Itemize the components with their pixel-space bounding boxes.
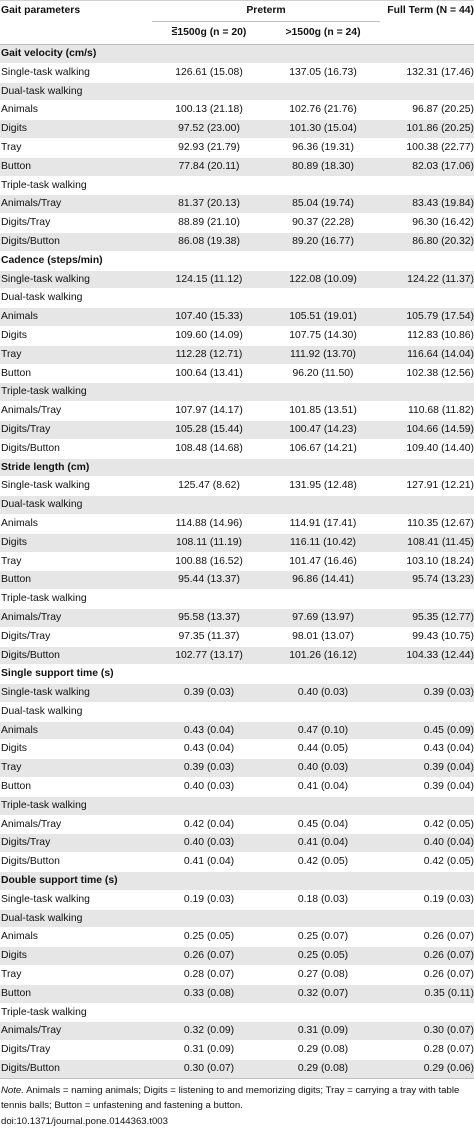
row-label: Tray bbox=[1, 762, 22, 774]
row-label: Triple-task walking bbox=[1, 386, 87, 398]
header-preterm-le-1500 bbox=[152, 22, 266, 45]
row-label: Button bbox=[1, 987, 32, 999]
empty-cell bbox=[380, 590, 474, 609]
table-row bbox=[0, 232, 474, 251]
subsection-row bbox=[0, 383, 474, 402]
table-row bbox=[0, 928, 474, 947]
empty-cell bbox=[152, 251, 266, 270]
value-preterm-gt-1500: 101.47 (16.46) bbox=[289, 555, 357, 567]
table-row bbox=[0, 138, 474, 157]
row-label: Animals bbox=[1, 931, 38, 943]
empty-cell bbox=[152, 796, 266, 815]
value-preterm-le-1500: 0.39 (0.03) bbox=[183, 687, 235, 699]
row-label: Animals/Tray bbox=[1, 405, 62, 417]
row-label: Digits/Button bbox=[1, 235, 60, 247]
value-preterm-gt-1500: 0.47 (0.10) bbox=[297, 724, 349, 736]
value-preterm-gt-1500: 0.40 (0.03) bbox=[297, 762, 349, 774]
table-row bbox=[0, 326, 474, 345]
row-label: Single-task walking bbox=[1, 66, 90, 78]
row-label: Button bbox=[1, 781, 32, 793]
table-row bbox=[0, 627, 474, 646]
empty-cell bbox=[152, 590, 266, 609]
value-full-term: 95.74 (13.23) bbox=[412, 574, 474, 586]
value-preterm-le-1500: 92.93 (21.79) bbox=[178, 141, 240, 153]
table-row bbox=[0, 890, 474, 909]
value-preterm-le-1500: 0.30 (0.07) bbox=[183, 1063, 235, 1075]
value-full-term: 108.41 (11.45) bbox=[407, 536, 474, 548]
value-full-term: 99.43 (10.75) bbox=[412, 630, 474, 642]
value-preterm-le-1500: 100.88 (16.52) bbox=[175, 555, 243, 567]
empty-cell bbox=[152, 1003, 266, 1022]
table-row bbox=[0, 1041, 474, 1060]
value-preterm-gt-1500: 80.89 (18.30) bbox=[292, 160, 354, 172]
row-label: Tray bbox=[1, 348, 22, 360]
note-label: Note. bbox=[1, 1084, 24, 1096]
value-preterm-gt-1500: 96.86 (14.41) bbox=[292, 574, 354, 586]
empty-cell bbox=[152, 909, 266, 928]
row-label: Dual-task walking bbox=[1, 912, 83, 924]
value-full-term: 110.68 (11.82) bbox=[407, 405, 474, 417]
value-full-term: 0.35 (0.11) bbox=[424, 987, 474, 999]
header-empty-2 bbox=[380, 22, 474, 45]
empty-cell bbox=[380, 1003, 474, 1022]
table-row bbox=[0, 984, 474, 1003]
header-full-term: Full Term (N = 44) bbox=[387, 5, 474, 17]
row-label: Animals bbox=[1, 104, 38, 116]
empty-cell bbox=[266, 458, 380, 477]
value-full-term: 0.39 (0.04) bbox=[423, 762, 474, 774]
empty-cell bbox=[380, 909, 474, 928]
empty-cell bbox=[380, 45, 474, 64]
value-preterm-gt-1500: 0.32 (0.07) bbox=[297, 987, 349, 999]
value-full-term: 102.38 (12.56) bbox=[406, 367, 474, 379]
row-label: Digits/Button bbox=[1, 649, 60, 661]
empty-cell bbox=[266, 872, 380, 891]
empty-cell bbox=[266, 702, 380, 721]
empty-cell bbox=[266, 383, 380, 402]
empty-cell bbox=[380, 251, 474, 270]
value-preterm-gt-1500: 85.04 (19.74) bbox=[292, 198, 354, 210]
value-preterm-gt-1500: 0.42 (0.05) bbox=[297, 856, 349, 868]
value-full-term: 124.22 (11.37) bbox=[407, 273, 474, 285]
value-preterm-gt-1500: 0.45 (0.04) bbox=[297, 818, 349, 830]
value-preterm-gt-1500: 114.91 (17.41) bbox=[289, 517, 357, 529]
subsection-row bbox=[0, 702, 474, 721]
table-row bbox=[0, 157, 474, 176]
table-row bbox=[0, 120, 474, 139]
row-label: Single-task walking bbox=[1, 480, 90, 492]
value-full-term: 127.91 (12.21) bbox=[406, 480, 474, 492]
table-row bbox=[0, 684, 474, 703]
row-label: Animals/Tray bbox=[1, 198, 62, 210]
subsection-row bbox=[0, 289, 474, 308]
table-row bbox=[0, 740, 474, 759]
section-row bbox=[0, 872, 474, 891]
row-label: Digits/Tray bbox=[1, 1044, 51, 1056]
value-full-term: 95.35 (12.77) bbox=[412, 611, 474, 623]
row-label: Digits bbox=[1, 329, 27, 341]
header-gait-parameters: Gait parameters bbox=[1, 5, 81, 17]
value-full-term: 0.30 (0.07) bbox=[423, 1025, 474, 1037]
row-label: Digits bbox=[1, 950, 27, 962]
value-preterm-le-1500: 108.48 (14.68) bbox=[175, 442, 243, 454]
table-row bbox=[0, 853, 474, 872]
row-label: Stride length (cm) bbox=[1, 461, 90, 473]
table-row bbox=[0, 214, 474, 233]
table-row bbox=[0, 514, 474, 533]
table-row bbox=[0, 966, 474, 985]
value-preterm-gt-1500: 0.29 (0.08) bbox=[297, 1063, 349, 1075]
value-preterm-le-1500: 95.44 (13.37) bbox=[178, 574, 240, 586]
table-row bbox=[0, 721, 474, 740]
section-row bbox=[0, 665, 474, 684]
value-preterm-le-1500: 0.39 (0.03) bbox=[183, 762, 235, 774]
row-label: Triple-task walking bbox=[1, 593, 87, 605]
value-full-term: 0.26 (0.07) bbox=[423, 931, 474, 943]
value-full-term: 109.40 (14.40) bbox=[406, 442, 474, 454]
empty-cell bbox=[152, 176, 266, 195]
value-full-term: 0.26 (0.07) bbox=[423, 950, 474, 962]
value-full-term: 0.29 (0.06) bbox=[423, 1063, 474, 1075]
subsection-row bbox=[0, 909, 474, 928]
value-full-term: 0.43 (0.04) bbox=[423, 743, 474, 755]
value-preterm-le-1500: 109.60 (14.09) bbox=[175, 329, 243, 341]
table-row bbox=[0, 646, 474, 665]
row-label: Single support time (s) bbox=[1, 668, 114, 680]
table-header bbox=[0, 1, 474, 45]
row-label: Gait velocity (cm/s) bbox=[1, 48, 97, 59]
row-label: Dual-task walking bbox=[1, 292, 83, 304]
value-preterm-le-1500: 0.32 (0.09) bbox=[183, 1025, 235, 1037]
value-full-term: 96.30 (16.42) bbox=[412, 217, 474, 229]
row-label: Digits/Tray bbox=[1, 837, 51, 849]
value-preterm-le-1500: 0.25 (0.05) bbox=[183, 931, 235, 943]
section-row bbox=[0, 458, 474, 477]
header-empty bbox=[0, 22, 152, 45]
row-label: Cadence (steps/min) bbox=[1, 254, 103, 266]
value-full-term: 0.39 (0.03) bbox=[423, 687, 474, 699]
row-label: Digits/Button bbox=[1, 856, 60, 868]
empty-cell bbox=[266, 289, 380, 308]
value-full-term: 82.03 (17.06) bbox=[412, 160, 474, 172]
value-preterm-le-1500: 97.52 (23.00) bbox=[178, 123, 240, 135]
empty-cell bbox=[266, 251, 380, 270]
value-preterm-le-1500: 86.08 (19.38) bbox=[178, 235, 240, 247]
row-label: Digits/Tray bbox=[1, 423, 51, 435]
value-full-term: 83.43 (19.84) bbox=[412, 198, 474, 210]
value-preterm-le-1500: 97.35 (11.37) bbox=[178, 630, 240, 642]
value-full-term: 116.64 (14.04) bbox=[407, 348, 474, 360]
value-preterm-le-1500: 0.19 (0.03) bbox=[183, 893, 235, 905]
table-row bbox=[0, 420, 474, 439]
value-preterm-gt-1500: 0.25 (0.07) bbox=[297, 931, 349, 943]
row-label: Dual-task walking bbox=[1, 705, 83, 717]
row-label: Digits/Tray bbox=[1, 630, 51, 642]
value-preterm-le-1500: 108.11 (11.19) bbox=[175, 536, 243, 548]
value-preterm-gt-1500: 96.36 (19.31) bbox=[292, 141, 354, 153]
value-preterm-gt-1500: 0.18 (0.03) bbox=[297, 893, 349, 905]
row-label: Dual-task walking bbox=[1, 499, 83, 511]
row-label: Digits/Tray bbox=[1, 217, 51, 229]
value-full-term: 96.87 (20.25) bbox=[412, 104, 474, 116]
value-preterm-gt-1500: 0.31 (0.09) bbox=[297, 1025, 349, 1037]
value-full-term: 101.86 (20.25) bbox=[406, 123, 474, 135]
value-preterm-le-1500: 0.43 (0.04) bbox=[183, 724, 235, 736]
value-preterm-le-1500: 107.40 (15.33) bbox=[175, 311, 243, 323]
empty-cell bbox=[152, 45, 266, 64]
value-preterm-le-1500: 114.88 (14.96) bbox=[175, 517, 243, 529]
table-row bbox=[0, 1022, 474, 1041]
doi-line: doi:10.1371/journal.pone.0144363.t003 bbox=[1, 1115, 168, 1127]
value-preterm-le-1500: 105.28 (15.44) bbox=[175, 423, 243, 435]
table-row bbox=[0, 270, 474, 289]
empty-cell bbox=[266, 909, 380, 928]
row-label: Animals bbox=[1, 517, 38, 529]
value-preterm-le-1500: 126.61 (15.08) bbox=[175, 66, 243, 78]
empty-cell bbox=[380, 665, 474, 684]
value-preterm-gt-1500: 97.69 (13.97) bbox=[292, 611, 354, 623]
value-full-term: 0.42 (0.05) bbox=[423, 818, 474, 830]
row-label: Double support time (s) bbox=[1, 875, 118, 887]
empty-cell bbox=[152, 82, 266, 101]
le-symbol: ≤ bbox=[171, 27, 178, 38]
value-preterm-le-1500: 0.40 (0.03) bbox=[183, 781, 235, 793]
header-preterm-gt-1500: >1500g (n = 24) bbox=[285, 27, 361, 38]
empty-cell bbox=[152, 383, 266, 402]
value-full-term: 110.35 (12.67) bbox=[407, 517, 474, 529]
value-preterm-le-1500: 0.26 (0.07) bbox=[183, 950, 235, 962]
value-preterm-gt-1500: 122.08 (10.09) bbox=[289, 273, 357, 285]
table-body bbox=[0, 45, 474, 1079]
value-preterm-gt-1500: 0.41 (0.04) bbox=[297, 781, 349, 793]
table-row bbox=[0, 1060, 474, 1079]
value-full-term: 0.45 (0.09) bbox=[423, 724, 474, 736]
value-preterm-gt-1500: 0.29 (0.08) bbox=[297, 1044, 349, 1056]
empty-cell bbox=[152, 458, 266, 477]
table-row bbox=[0, 439, 474, 458]
value-full-term: 103.10 (18.24) bbox=[406, 555, 474, 567]
table-row bbox=[0, 402, 474, 421]
value-preterm-le-1500: 0.33 (0.08) bbox=[183, 987, 235, 999]
empty-cell bbox=[152, 289, 266, 308]
row-label: Digits bbox=[1, 123, 27, 135]
table-row bbox=[0, 759, 474, 778]
empty-cell bbox=[380, 82, 474, 101]
empty-cell bbox=[266, 496, 380, 515]
value-preterm-le-1500: 0.43 (0.04) bbox=[183, 743, 235, 755]
value-full-term: 86.80 (20.32) bbox=[412, 235, 474, 247]
value-preterm-gt-1500: 137.05 (16.73) bbox=[289, 66, 357, 78]
empty-cell bbox=[266, 82, 380, 101]
value-preterm-gt-1500: 105.51 (19.01) bbox=[289, 311, 357, 323]
empty-cell bbox=[266, 796, 380, 815]
table-row bbox=[0, 947, 474, 966]
value-preterm-le-1500: 77.84 (20.11) bbox=[178, 160, 240, 172]
row-label: Triple-task walking bbox=[1, 799, 87, 811]
value-preterm-le-1500: 107.97 (14.17) bbox=[175, 405, 243, 417]
subsection-row bbox=[0, 590, 474, 609]
header-preterm-group: Preterm bbox=[152, 1, 380, 22]
value-preterm-le-1500: 0.41 (0.04) bbox=[183, 856, 235, 868]
value-full-term: 132.31 (17.46) bbox=[406, 66, 474, 78]
empty-cell bbox=[152, 665, 266, 684]
value-preterm-le-1500: 100.64 (13.41) bbox=[175, 367, 243, 379]
subsection-row bbox=[0, 796, 474, 815]
value-preterm-gt-1500: 98.01 (13.07) bbox=[292, 630, 354, 642]
value-preterm-gt-1500: 0.44 (0.05) bbox=[297, 743, 349, 755]
table-row bbox=[0, 608, 474, 627]
value-preterm-gt-1500: 107.75 (14.30) bbox=[289, 329, 357, 341]
subsection-row bbox=[0, 1003, 474, 1022]
empty-cell bbox=[266, 665, 380, 684]
empty-cell bbox=[380, 176, 474, 195]
table-row bbox=[0, 101, 474, 120]
table-row bbox=[0, 815, 474, 834]
subsection-row bbox=[0, 496, 474, 515]
empty-cell bbox=[380, 702, 474, 721]
empty-cell bbox=[380, 383, 474, 402]
value-full-term: 100.38 (22.77) bbox=[406, 141, 474, 153]
value-preterm-gt-1500: 96.20 (11.50) bbox=[292, 367, 354, 379]
table-row bbox=[0, 834, 474, 853]
empty-cell bbox=[380, 289, 474, 308]
row-label: Button bbox=[1, 367, 32, 379]
value-preterm-le-1500: 0.31 (0.09) bbox=[183, 1044, 235, 1056]
empty-cell bbox=[380, 458, 474, 477]
empty-cell bbox=[266, 1003, 380, 1022]
table-row bbox=[0, 778, 474, 797]
value-preterm-le-1500: 124.15 (11.12) bbox=[175, 273, 243, 285]
value-preterm-le-1500: 95.58 (13.37) bbox=[178, 611, 240, 623]
empty-cell bbox=[380, 496, 474, 515]
row-label: Tray bbox=[1, 969, 22, 981]
value-full-term: 0.26 (0.07) bbox=[423, 969, 474, 981]
row-label: Digits bbox=[1, 536, 27, 548]
subsection-row bbox=[0, 176, 474, 195]
row-label: Digits bbox=[1, 743, 27, 755]
value-full-term: 105.79 (17.54) bbox=[406, 311, 474, 323]
value-preterm-gt-1500: 111.92 (13.70) bbox=[289, 348, 357, 360]
empty-cell bbox=[266, 176, 380, 195]
value-full-term: 0.40 (0.04) bbox=[423, 837, 474, 849]
empty-cell bbox=[380, 796, 474, 815]
row-label: Triple-task walking bbox=[1, 1006, 87, 1018]
value-preterm-le-1500: 81.37 (20.13) bbox=[178, 198, 240, 210]
section-row bbox=[0, 251, 474, 270]
table-row bbox=[0, 195, 474, 214]
value-preterm-gt-1500: 102.76 (21.76) bbox=[289, 104, 357, 116]
empty-cell bbox=[266, 45, 380, 64]
value-preterm-gt-1500: 0.41 (0.04) bbox=[297, 837, 349, 849]
header-preterm-le-1500-label: 1500g (n = 20) bbox=[177, 27, 247, 38]
value-preterm-le-1500: 0.40 (0.03) bbox=[183, 837, 235, 849]
value-preterm-gt-1500: 0.40 (0.03) bbox=[297, 687, 349, 699]
empty-cell bbox=[380, 872, 474, 891]
row-label: Single-task walking bbox=[1, 273, 90, 285]
table-row bbox=[0, 533, 474, 552]
row-label: Animals/Tray bbox=[1, 1025, 62, 1037]
row-label: Single-task walking bbox=[1, 893, 90, 905]
row-label: Animals/Tray bbox=[1, 611, 62, 623]
value-preterm-le-1500: 100.13 (21.18) bbox=[175, 104, 243, 116]
value-preterm-gt-1500: 116.11 (10.42) bbox=[289, 536, 357, 548]
value-preterm-gt-1500: 89.20 (16.77) bbox=[292, 235, 354, 247]
empty-cell bbox=[152, 702, 266, 721]
row-label: Animals bbox=[1, 311, 38, 323]
value-full-term: 112.83 (10.86) bbox=[407, 329, 474, 341]
value-full-term: 104.66 (14.59) bbox=[406, 423, 474, 435]
value-preterm-gt-1500: 100.47 (14.23) bbox=[289, 423, 357, 435]
empty-cell bbox=[152, 872, 266, 891]
value-preterm-le-1500: 0.28 (0.07) bbox=[183, 969, 235, 981]
row-label: Animals/Tray bbox=[1, 818, 62, 830]
value-full-term: 0.28 (0.07) bbox=[423, 1044, 474, 1056]
value-full-term: 104.33 (12.44) bbox=[406, 649, 474, 661]
value-preterm-le-1500: 88.89 (21.10) bbox=[178, 217, 240, 229]
table-row bbox=[0, 63, 474, 82]
value-preterm-gt-1500: 0.25 (0.05) bbox=[297, 950, 349, 962]
table-row bbox=[0, 364, 474, 383]
value-preterm-le-1500: 0.42 (0.04) bbox=[183, 818, 235, 830]
row-label: Dual-task walking bbox=[1, 85, 83, 97]
empty-cell bbox=[152, 496, 266, 515]
table-row bbox=[0, 552, 474, 571]
subsection-row bbox=[0, 82, 474, 101]
value-full-term: 0.19 (0.03) bbox=[423, 893, 474, 905]
table-row bbox=[0, 308, 474, 327]
value-preterm-gt-1500: 101.85 (13.51) bbox=[289, 405, 357, 417]
value-full-term: 0.39 (0.04) bbox=[423, 781, 474, 793]
value-preterm-le-1500: 102.77 (13.17) bbox=[175, 649, 243, 661]
row-label: Tray bbox=[1, 555, 22, 567]
value-preterm-le-1500: 125.47 (8.62) bbox=[178, 480, 240, 492]
row-label: Animals bbox=[1, 724, 38, 736]
row-label: Digits/Button bbox=[1, 1063, 60, 1075]
empty-cell bbox=[266, 590, 380, 609]
table-row bbox=[0, 477, 474, 496]
value-full-term: 0.42 (0.05) bbox=[423, 856, 474, 868]
row-label: Digits/Button bbox=[1, 442, 60, 454]
table-row bbox=[0, 345, 474, 364]
value-preterm-gt-1500: 90.37 (22.28) bbox=[292, 217, 354, 229]
row-label: Triple-task walking bbox=[1, 179, 87, 191]
value-preterm-gt-1500: 0.27 (0.08) bbox=[297, 969, 349, 981]
value-preterm-gt-1500: 131.95 (12.48) bbox=[289, 480, 357, 492]
table-row bbox=[0, 571, 474, 590]
value-preterm-le-1500: 112.28 (12.71) bbox=[175, 348, 243, 360]
value-preterm-gt-1500: 106.67 (14.21) bbox=[289, 442, 357, 454]
value-preterm-gt-1500: 101.30 (15.04) bbox=[289, 123, 357, 135]
table-note bbox=[0, 1079, 474, 1113]
row-label: Button bbox=[1, 160, 32, 172]
row-label: Single-task walking bbox=[1, 687, 90, 699]
value-preterm-gt-1500: 101.26 (16.12) bbox=[289, 649, 357, 661]
note-text: Animals = naming animals; Digits = listening to and memorizing digits; Tray = carrying a tray with table tennis balls; Button = unfastening and fastening a button. bbox=[1, 1084, 460, 1111]
section-row bbox=[0, 45, 474, 64]
row-label: Button bbox=[1, 574, 32, 586]
row-label: Tray bbox=[1, 141, 22, 153]
